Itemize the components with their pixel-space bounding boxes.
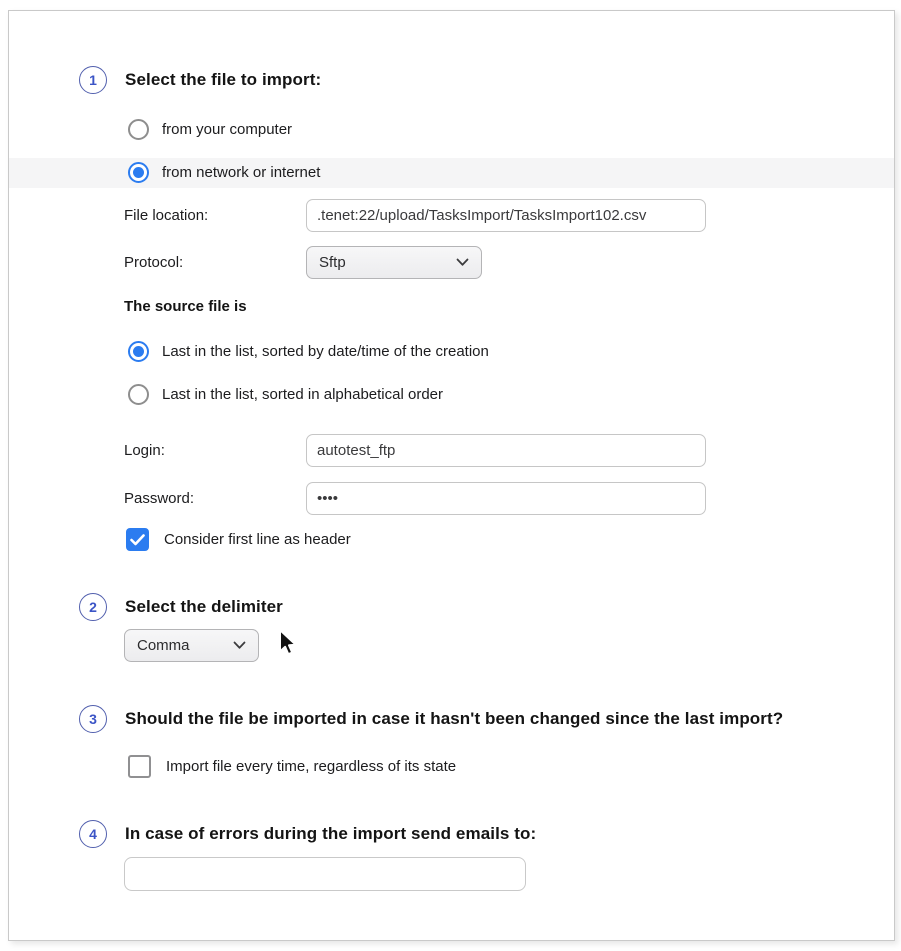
delimiter-select[interactable]	[124, 629, 259, 662]
protocol-select[interactable]	[306, 246, 482, 279]
login-row	[124, 434, 706, 467]
file-location-label: File location:	[124, 207, 209, 224]
login-input[interactable]	[306, 434, 706, 467]
radio-label-sorted-by-date[interactable]: Last in the list, sorted by date/time of the creation	[162, 342, 489, 360]
checkbox-import-every-time[interactable]	[128, 755, 456, 778]
checkbox-first-line-header[interactable]	[126, 528, 351, 551]
checkbox-unchecked-icon[interactable]	[128, 755, 151, 778]
step-4-badge: 4	[79, 820, 107, 848]
radio-label-sorted-alphabetical[interactable]: Last in the list, sorted in alphabetical order	[162, 385, 443, 403]
import-settings-panel	[8, 10, 895, 941]
step-2-badge: 2	[79, 593, 107, 621]
radio-option-from-network[interactable]	[128, 161, 320, 183]
file-location-row	[124, 199, 706, 232]
login-label: Login:	[124, 442, 165, 459]
step-3-header	[79, 705, 783, 733]
delimiter-selected-value: Comma	[137, 637, 190, 654]
step-2-header	[79, 593, 283, 621]
radio-label-from-network[interactable]: from network or internet	[162, 163, 321, 181]
radio-option-sorted-alphabetical[interactable]	[128, 383, 443, 405]
radio-option-sorted-by-date[interactable]	[128, 340, 489, 362]
password-label: Password:	[124, 490, 195, 507]
checkbox-label-first-line-header[interactable]: Consider first line as header	[164, 531, 351, 548]
password-row	[124, 482, 706, 515]
protocol-row	[124, 246, 482, 279]
step-4-header	[79, 820, 536, 848]
radio-option-from-computer[interactable]	[128, 118, 292, 140]
radio-button-selected-icon[interactable]	[128, 162, 149, 183]
radio-button-unselected-icon[interactable]	[128, 119, 149, 140]
protocol-selected-value: Sftp	[319, 254, 346, 271]
file-location-input[interactable]	[306, 199, 706, 232]
radio-button-selected-icon[interactable]	[128, 341, 149, 362]
radio-button-unselected-icon[interactable]	[128, 384, 149, 405]
chevron-down-icon	[456, 258, 469, 267]
step-4-title: In case of errors during the import send emails to:	[125, 824, 537, 843]
step-1-title: Select the file to import:	[125, 70, 322, 89]
protocol-label: Protocol:	[124, 254, 184, 271]
source-file-heading: The source file is	[124, 298, 247, 315]
radio-label-from-computer[interactable]: from your computer	[162, 120, 293, 138]
step-1-badge: 1	[79, 66, 107, 94]
checkmark-icon	[130, 534, 145, 546]
step-1-header	[79, 66, 321, 94]
step-3-badge: 3	[79, 705, 107, 733]
error-emails-input[interactable]	[124, 857, 526, 891]
step-3-title: Should the file be imported in case it hasn't been changed since the last import?	[125, 709, 784, 728]
checkbox-label-import-every-time[interactable]: Import file every time, regardless of its state	[166, 758, 457, 775]
checkbox-checked-icon[interactable]	[126, 528, 149, 551]
step-2-title: Select the delimiter	[125, 597, 283, 616]
mouse-cursor-icon	[272, 627, 302, 666]
chevron-down-icon	[233, 641, 246, 650]
password-input[interactable]	[306, 482, 706, 515]
